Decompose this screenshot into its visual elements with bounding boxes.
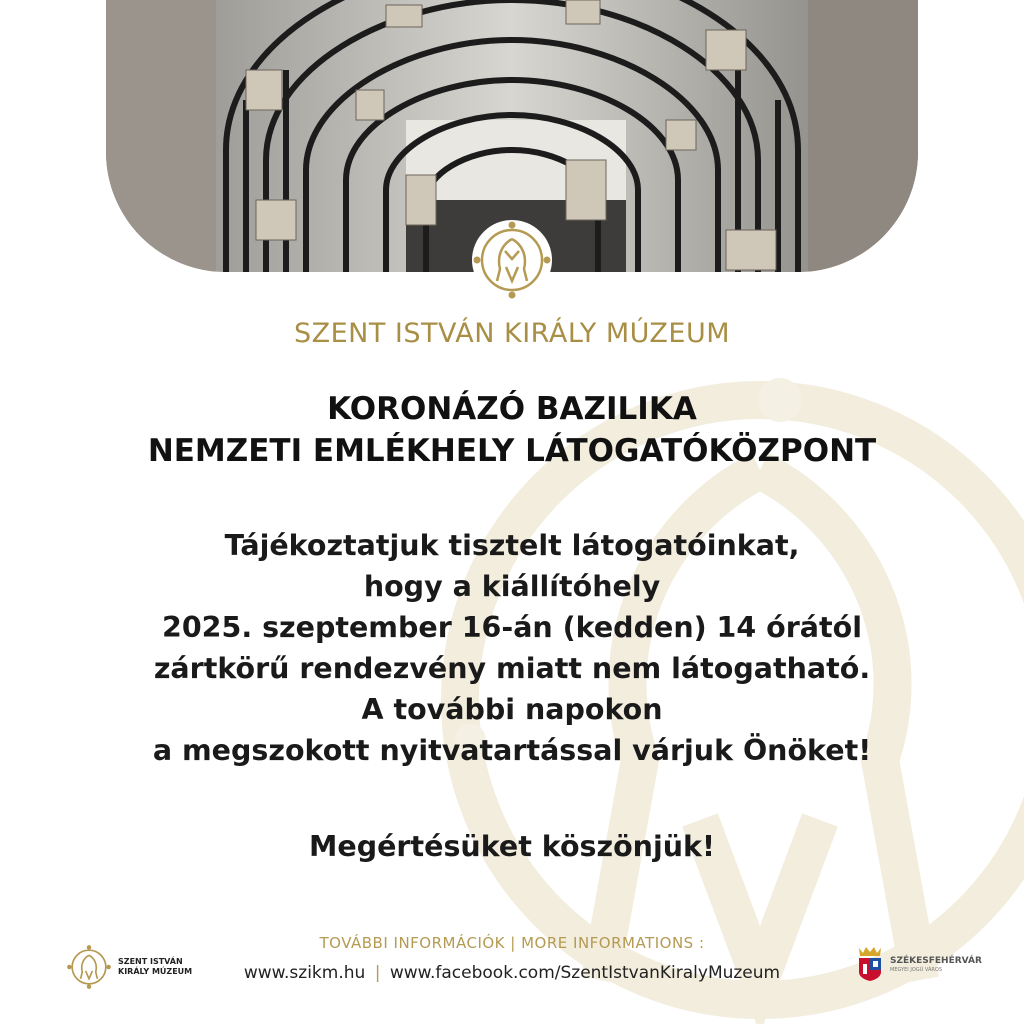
city-crest-icon — [856, 946, 884, 982]
museum-logo-icon — [471, 219, 553, 301]
more-info-label: TOVÁBBI INFORMÁCIÓK | MORE INFORMATIONS : — [319, 934, 705, 952]
message-line: 2025. szeptember 16-án (kedden) 14 órától — [162, 611, 862, 644]
title-line-1: KORONÁZÓ BAZILIKA — [327, 391, 697, 427]
museum-name: SZENT ISTVÁN KIRÁLY MÚZEUM — [293, 318, 731, 349]
thanks-text: Megértésüket köszönjük! — [309, 830, 715, 863]
message-line: A további napokon — [361, 693, 663, 726]
message-line: hogy a kiállítóhely — [363, 570, 661, 603]
message-line: Tájékoztatjuk tisztelt látogatóinkat, — [224, 529, 800, 562]
footer-logo-text — [118, 957, 192, 977]
notice-message — [0, 525, 1024, 771]
city-subtitle: MEGYEI JOGÚ VÁROS — [890, 966, 943, 973]
city-name: SZÉKESFEHÉRVÁR — [890, 955, 982, 966]
page-title — [0, 388, 1024, 472]
link-separator: | — [374, 963, 381, 983]
facebook-link[interactable]: www.facebook.com/SzentIstvanKiralyMuzeum — [389, 963, 781, 983]
footer-logo-line: KIRÁLY MÚZEUM — [118, 967, 193, 976]
footer-museum-logo — [66, 944, 192, 990]
title-line-2: NEMZETI EMLÉKHELY LÁTOGATÓKÖZPONT — [147, 433, 877, 469]
city-logo — [856, 946, 982, 982]
museum-logo-icon — [66, 944, 112, 990]
footer-logo-line: SZENT ISTVÁN — [118, 957, 183, 966]
website-link[interactable]: www.szikm.hu — [243, 963, 366, 983]
message-line: zártkörű rendezvény miatt nem látogatható. — [153, 652, 871, 685]
message-line: a megszokott nyitvatartással várjuk Önöket! — [152, 734, 872, 767]
city-logo-text — [890, 956, 982, 973]
